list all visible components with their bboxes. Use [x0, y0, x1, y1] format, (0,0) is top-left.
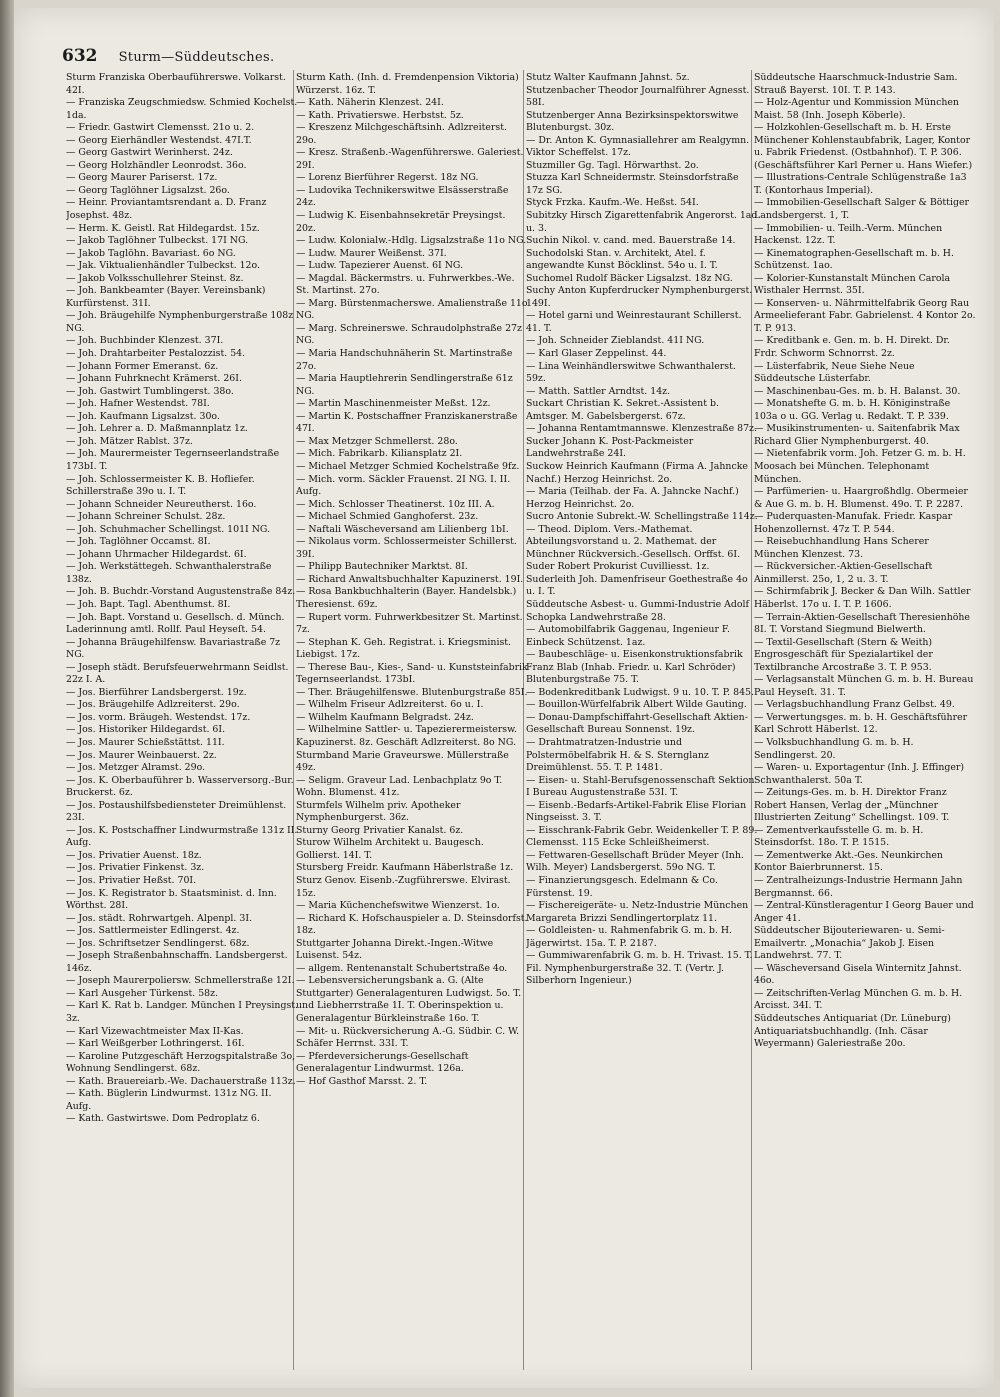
directory-entry: — Friedr. Gastwirt Clemensst. 21o u. 2.	[66, 122, 255, 134]
directory-entry: — Kath. Brauereiarb.-We. Dachauerstraße 113z.	[66, 1075, 296, 1087]
directory-entry: — Joh. Maurermeister Tegernseerlandstraße 173bI. T.	[66, 448, 280, 472]
directory-entry: — Richard Anwaltsbuchhalter Kapuzinerst. 19I.	[296, 573, 524, 585]
directory-entry: — Georg Holzhändler Leonrodst. 36o.	[66, 159, 247, 171]
directory-entry: — Maschinenbau-Ges. m. b. H. Balanst. 30.	[754, 385, 961, 397]
directory-entry: — Jos. K. Oberbauführer b. Wasserversorg.-Bur. Bruckerst. 6z.	[66, 774, 294, 799]
directory-entry: — Schirmfabrik J. Becker & Dan Wilh. Sattler Häberlst. 17o u. I. T. P. 1606.	[754, 586, 971, 610]
directory-entry: — Nietenfabrik vorm. Joh. Fetzer G. m. b. H. Moosach bei München. Telephonamt München.	[754, 448, 966, 485]
directory-entry: — Johanna Bräugehilfensw. Bavariastraße 7z NG.	[66, 636, 281, 661]
directory-entry: — Magdal. Bäckermstrs. u. Fuhrwerkbes.-We. St. Martinst. 27o.	[296, 272, 515, 297]
directory-entry: — Illustrations-Centrale Schlügenstraße 1a3 T. (Kontorhaus Imperial).	[754, 172, 967, 196]
directory-entry: — Joh. Schuhmacher Schellingst. 101I NG.	[66, 523, 271, 535]
directory-entry: — Jos. Privatier Auenst. 18z.	[66, 849, 202, 861]
directory-entry: — Heinr. Proviantamtsrendant a. D. Franz Josephst. 48z.	[66, 197, 267, 222]
directory-entry: Suchodolski Stan. v. Architekt, Atel. f. angewandte Kunst Böcklinst. 54o u. I. T.	[526, 247, 718, 272]
directory-entry: — Karl K. Rat b. Landger. München I Preysingst. 3z.	[66, 1000, 298, 1025]
directory-entry: — Ludw. Tapezierer Auenst. 6I NG.	[296, 260, 464, 272]
column-3	[526, 72, 758, 1372]
directory-entry: — Zentralheizungs-Industrie Hermann Jahn Bergmannst. 66.	[754, 875, 963, 899]
directory-entry: — Seligm. Graveur Lad. Lenbachplatz 9o T. Wohn. Blumenst. 41z.	[296, 774, 503, 799]
directory-entry: — Mich. vorm. Säckler Frauenst. 2I NG. I. II. Aufg.	[296, 473, 511, 498]
directory-entry: Suckart Christian K. Sekret.-Assistent b. Amtsger. M. Gabelsbergerst. 67z.	[526, 398, 719, 422]
directory-entry: — Hof Gasthof Marsst. 2. T.	[296, 1075, 428, 1087]
directory-entry: — Kresz. Straßenb.-Wagenführerswe. Galeriest. 29I.	[296, 147, 524, 171]
directory-entry: — Maria Küchenchefswitwe Wienzerst. 1o.	[296, 900, 500, 912]
directory-entry: — Rupert vorm. Fuhrwerkbesitzer St. Martinst. 7z.	[296, 611, 523, 636]
directory-entry: Suckow Heinrich Kaufmann (Firma A. Jahncke Nachf.) Herzog Heinrichst. 2o.	[526, 460, 748, 485]
directory-entry: Suchin Nikol. v. cand. med. Bauerstraße 14.	[526, 235, 736, 247]
directory-entry: — Max Metzger Schmellerst. 28o.	[296, 435, 458, 447]
directory-entry: — Matth. Sattler Arndtst. 14z.	[526, 385, 671, 397]
directory-entry: — Marg. Schreinerswe. Schraudolphstraße 27z NG.	[296, 322, 522, 347]
directory-entry: Stutz Walter Kaufmann Jahnst. 5z.	[526, 72, 690, 83]
directory-entry: — Zementwerke Akt.-Ges. Neunkirchen Kontor Baierbrunnerst. 15.	[754, 849, 943, 874]
directory-entry: — Baubeschläge- u. Eisenkonstruktionsfabrik Franz Blab (Inhab. Friedr. u. Karl Schröder) Blutenburgstraße 75. T.	[526, 649, 743, 686]
column-4	[754, 72, 976, 1372]
directory-entry: — Hotel garni und Weinrestaurant Schillerst. 41. T.	[526, 310, 742, 334]
directory-entry: — Zementverkaufsstelle G. m. b. H. Steinsdorfst. 18o. T. P. 1515.	[754, 824, 924, 849]
directory-entry: — Jos. Sattlermeister Edlingerst. 4z.	[66, 925, 240, 937]
directory-entry: — Karl Weißgerber Lothringerst. 16I.	[66, 1038, 245, 1050]
directory-entry: — Drahtmatratzen-Industrie und Polstermöbelfabrik H. & S. Sternglanz Dreimühlenst. 55. T. P. 1481.	[526, 736, 709, 774]
directory-entry: — Joh. Lehrer a. D. Maßmannplatz 1z.	[66, 423, 248, 435]
directory-entry: — Fischereigeräte- u. Netz-Industrie München Margareta Brizzi Sendlingertorplatz 11.	[526, 900, 749, 924]
directory-entry: — Jos. Maurer Schießstättst. 11I.	[66, 736, 225, 748]
directory-entry: Sucro Antonie Subrekt.-W. Schellingstraße 114z.	[526, 511, 758, 523]
directory-entry: — Jos. Privatier Heßst. 70I.	[66, 875, 197, 886]
directory-entry: — Franziska Zeugschmiedsw. Schmied Kochelst. 1da.	[66, 97, 298, 121]
directory-entry: — Ther. Bräugehilfenswe. Blutenburgstraße 85I.	[296, 686, 528, 698]
directory-entry: — Martin Maschinenmeister Meßst. 12z.	[296, 398, 491, 410]
directory-entry: — Jos. Schriftsetzer Sendlingerst. 68z.	[66, 937, 250, 949]
directory-entry: — Philipp Bautechniker Marktst. 8I.	[296, 561, 468, 573]
directory-entry: — Wilhelm Friseur Adlzreiterst. 6o u. I.	[296, 699, 484, 711]
directory-entry: Stuttgarter Johanna Direkt.-Ingen.-Witwe Luisenst. 54z.	[296, 937, 494, 962]
directory-entry: — Therese Bau-, Kies-, Sand- u. Kunststeinfabrik Tegernseerlandst. 173bI.	[296, 661, 528, 686]
directory-entry: — Karl Vizewachtmeister Max II-Kas.	[66, 1025, 244, 1037]
directory-entry: — Automobilfabrik Gaggenau, Ingenieur F. Einbeck Schützenst. 1az.	[526, 624, 730, 648]
directory-entry: — Verlagsbuchhandlung Franz Gelbst. 49.	[754, 699, 955, 711]
directory-entry: Sturm Franziska Oberbauführerswe. Volkarst. 42I.	[66, 72, 286, 96]
directory-entry: — Jos. Bierführer Landsbergerst. 19z.	[66, 686, 247, 698]
directory-entry: — Zeitungs-Ges. m. b. H. Direktor Franz Robert Hansen, Verlag der „Münchner Illustrierten Zeitung“ Schellingst. 109. T.	[754, 787, 950, 824]
running-head: Sturm—Süddeutsches.	[118, 50, 275, 65]
directory-entry: — Jakob Volksschullehrer Steinst. 8z.	[66, 272, 244, 284]
directory-entry: Sturm Kath. (Inh. d. Fremdenpension Viktoria) Würzerst. 16z. T.	[296, 72, 519, 96]
directory-entry: — Jos. Historiker Hildegardst. 6I.	[66, 724, 226, 736]
directory-entry: — Terrain-Aktien-Gesellschaft Theresienhöhe 8I. T. Vorstand Siegmund Bielwerth.	[754, 611, 970, 636]
directory-entry: — Verwertungsges. m. b. H. Geschäftsführer Karl Schrott Häberlst. 12.	[754, 711, 968, 736]
directory-entry: — Lina Weinhändlerswitwe Schwanthalerst. 59z.	[526, 360, 736, 385]
directory-entry: Sturz Genov. Eisenb.-Zugführerswe. Elvirast. 15z.	[296, 875, 511, 899]
page-number: 632	[62, 46, 98, 66]
directory-entry: Styck Frzka. Kaufm.-We. Heßst. 54I.	[526, 197, 699, 209]
directory-entry: Stuzmiller Gg. Tagl. Hörwarthst. 2o.	[526, 159, 699, 171]
directory-entry: Sturmfels Wilhelm priv. Apotheker Nymphenburgerst. 36z.	[296, 799, 461, 824]
directory-entry: — Georg Gastwirt Werinherst. 24z.	[66, 147, 233, 159]
directory-entry: — Georg Eierhändler Westendst. 47I.T.	[66, 134, 252, 146]
directory-entry: — Johann Uhrmacher Hildegardst. 6I.	[66, 548, 247, 560]
directory-entry: — Parfümerien- u. Haargroßhdlg. Obermeier & Aue G. m. b. H. Blumenst. 49o. T. P. 2287.	[754, 486, 968, 510]
directory-entry: — Stephan K. Geh. Registrat. i. Kriegsminist. Liebigst. 17z.	[296, 636, 512, 661]
directory-entry: — Johann Fuhrknecht Krämerst. 26I.	[66, 373, 242, 385]
directory-entry: — Holz-Agentur und Kommission München Maist. 58 (Inh. Joseph Köberle).	[754, 97, 959, 121]
directory-entry: — Herm. K. Geistl. Rat Hildegardst. 15z.	[66, 222, 260, 234]
directory-entry: Süddeutsches Antiquariat (Dr. Lüneburg) Antiquariatsbuchhandlg. (Inh. Cäsar Weyermann) Galeriestraße 20o.	[754, 1013, 951, 1050]
directory-entry: — Joseph Maurerpoliersw. Schmellerstraße 12I.	[66, 975, 295, 987]
directory-entry: — Joh. Bapt. Vorstand u. Gesellsch. d. Münch. Laderinnung amtl. Rollf. Paul Heyseſt. 54.	[66, 611, 285, 636]
directory-entry: — Textil-Gesellschaft (Stern & Weith) Engrosgeschäft für Spezialartikel der Textilbranche Arcostraße 3. T. P. 953.	[754, 636, 933, 673]
directory-entry: — Waren- u. Exportagentur (Inh. J. Effinger) Schwanthalerst. 50a T.	[754, 762, 965, 786]
directory-entry: Stursberg Freidr. Kaufmann Häberlstraße 1z.	[296, 862, 514, 874]
column-1	[66, 72, 298, 1372]
directory-entry: — Maria Handschuhnäherin St. Martinstraße 27o.	[296, 348, 513, 372]
directory-entry: — Naftali Wäscheversand am Lilienberg 1bI.	[296, 523, 509, 535]
directory-entry: — Ludw. Maurer Weißenst. 37I.	[296, 247, 447, 259]
directory-entry: — Joh. Schlossermeister K. B. Hofliefer. Schillerstraße 39o u. I. T.	[66, 473, 255, 498]
book-spine-edge	[0, 0, 14, 1397]
directory-entry: — Mit- u. Rückversicherung A.-G. Südbir. C. W. Schäfer Herrnst. 33I. T.	[296, 1025, 520, 1050]
directory-entry: — Fettwaren-Gesellschaft Brüder Meyer (Inh. Wilh. Meyer) Landsbergerst. 59o NG. T.	[526, 849, 744, 874]
directory-entry: — Jos. Postaushilfsbediensteter Dreimühlenst. 23I.	[66, 799, 287, 824]
directory-entry: — Holzkohlen-Gesellschaft m. b. H. Erste Münchener Kohlenstaubfabrik, Lager, Kontor u. Fabrik Friedenst. (Ostbahnhof). T. P. 306. (Geschäftsführer Karl Perner u. Hans Wiefer.)	[754, 122, 973, 171]
directory-entry: Sturow Wilhelm Architekt u. Baugesch. Gollierst. 14I. T.	[296, 837, 484, 861]
directory-entry: — Georg Taglöhner Ligsalzst. 26o.	[66, 184, 230, 196]
directory-entry: Stutzenberger Anna Bezirksinspektorswitwe Blutenburgst. 30z.	[526, 109, 739, 134]
directory-entry: — Joh. Hafner Westendst. 78I.	[66, 398, 210, 410]
directory-entry: — Kinematographen-Gesellschaft m. b. H. Schützenst. 1ao.	[754, 247, 954, 272]
directory-entry: — Pferdeversicherungs-Gesellschaft Generalagentur Lindwurmst. 126a.	[296, 1050, 469, 1075]
directory-entry: — Maria (Teilhab. der Fa. A. Jahncke Nachf.) Herzog Heinrichst. 2o.	[526, 486, 739, 510]
directory-entry: — Kolorier-Kunstanstalt München Carola Wisthaler Herrnst. 35I.	[754, 272, 951, 297]
directory-entry: — Johann Schneider Neureutherst. 16o.	[66, 498, 257, 510]
directory-entry: — Goldleisten- u. Rahmenfabrik G. m. b. H. Jägerwirtst. 15a. T. P. 2187.	[526, 925, 733, 949]
directory-entry: — Joh. Bankbeamter (Bayer. Vereinsbank) Kurfürstenst. 31I.	[66, 285, 266, 309]
directory-entry: — Joh. Bapt. Tagl. Abenthumst. 8I.	[66, 598, 231, 610]
directory-entry: — Bouillon-Würfelfabrik Albert Wilde Gauting.	[526, 699, 747, 711]
directory-entry: — Ludovika Technikerswitwe Elsässerstraße 24z.	[296, 184, 509, 209]
directory-entry: — allgem. Rentenanstalt Schubertstraße 4o.	[296, 962, 508, 974]
directory-entry: — Konserven- u. Nährmittelfabrik Georg Rau Armeelieferant Fabr. Gabrielenst. 4 Kontor 2o. T. P. 913.	[754, 297, 976, 334]
directory-entry: — Karl Glaser Zeppelinst. 44.	[526, 348, 667, 360]
directory-entry: — Reisebuchhandlung Hans Scherer München Klenzest. 73.	[754, 536, 929, 560]
directory-entry: — Kath. Privatierswe. Herbstst. 5z.	[296, 109, 464, 121]
directory-entry: Sturmband Marie Graveurswe. Müllerstraße 49z.	[296, 749, 509, 774]
directory-entry: — Finanzierungsgesch. Edelmann & Co. Fürstenst. 19.	[526, 875, 718, 899]
directory-entry: — Nikolaus vorm. Schlossermeister Schillerst. 39I.	[296, 536, 517, 560]
directory-entry: Süddeutsche Asbest- u. Gummi-Industrie Adolf Schopka Landwehrstraße 28.	[526, 598, 750, 623]
directory-entry: Sucker Johann K. Post-Packmeister Landwehrstraße 24I.	[526, 435, 694, 460]
directory-entry: — Zentral-Künstleragentur I Georg Bauer und Anger 41.	[754, 900, 974, 924]
directory-entry: — Martin K. Postschaffner Franziskanerstraße 47I.	[296, 410, 518, 435]
directory-entry: — Kath. Büglerin Lindwurmst. 131z NG. II. Aufg.	[66, 1088, 272, 1112]
directory-entry: — Verlagsanstalt München G. m. b. H. Bureau Paul Heyseſt. 31. T.	[754, 674, 974, 698]
directory-entry: — Kath. Näherin Klenzest. 24I.	[296, 97, 444, 109]
directory-entry: — Ludw. Kolonialw.-Hdlg. Ligsalzstraße 11o NG.	[296, 235, 527, 247]
directory-entry: — Karoline Putzgeschäft Herzogspitalstraße 3o, Wohnung Sendlingerst. 68z.	[66, 1050, 296, 1075]
directory-entry: — Karl Ausgeher Türkenst. 58z.	[66, 987, 219, 999]
column-2	[296, 72, 528, 1372]
directory-entry: Suder Robert Prokurist Cuvilliesst. 1z.	[526, 561, 710, 573]
directory-entry: — Kath. Gastwirtswe. Dom Pedroplatz 6.	[66, 1113, 260, 1125]
directory-entry: — Jak. Viktualienhändler Tulbeckst. 12o.	[66, 260, 260, 272]
directory-entry: — Richard K. Hofschauspieler a. D. Steinsdorfst. 18z.	[296, 912, 528, 937]
directory-entry: — Eisschrank-Fabrik Gebr. Weidenkeller T. P. 89. Clemensst. 115 Ecke Schleißheimerst.	[526, 824, 758, 849]
directory-entry: — Joh. Bräugehilfe Nymphenburgerstraße 108z NG.	[66, 310, 294, 334]
directory-entry: Süddeutscher Bijouteriewaren- u. Semi-Emailvertr. „Monachia“ Jakob J. Eisen Landwehrst. 77. T.	[754, 925, 945, 962]
directory-entry: — Jakob Taglöhner Tulbeckst. 17I NG.	[66, 235, 249, 247]
directory-entry: — Monatshefte G. m. b. H. Königinstraße 103a o u. GG. Verlag u. Redakt. T. P. 339.	[754, 398, 951, 422]
directory-entry: — Musikinstrumenten- u. Saitenfabrik Max Richard Glier Nymphenburgerst. 40.	[754, 423, 960, 447]
directory-entry: — Jos. Maurer Weinbauerst. 2z.	[66, 749, 217, 761]
directory-entry: — Joh. Gastwirt Tumblingerst. 38o.	[66, 385, 234, 397]
directory-entry: Süddeutsche Haarschmuck-Industrie Sam. Strauß Bayerst. 10I. T. P. 143.	[754, 72, 958, 96]
directory-entry: Stuzza Karl Schneidermstr. Steinsdorfstraße 17z SG.	[526, 172, 739, 196]
directory-entry: — Jos. vorm. Bräugeh. Westendst. 17z.	[66, 711, 251, 723]
directory-entry: — Eisen- u. Stahl-Berufsgenossenschaft Sektion I Bureau Augustenstraße 53I. T.	[526, 774, 755, 799]
directory-entry: — Joh. Drahtarbeiter Pestalozzist. 54.	[66, 348, 246, 360]
directory-entry: — Joh. Schneider Zieblandst. 41I NG.	[526, 335, 705, 347]
directory-entry: — Georg Maurer Pariserst. 17z.	[66, 172, 218, 184]
directory-entry: — Gummiwarenfabrik G. m. b. H. Trivast. 15. T. Fil. Nymphenburgerstraße 32. T. (Vertr. J. Silberhorn Ingenieur.)	[526, 950, 753, 987]
directory-entry: — Rückversicher.-Aktien-Gesellschaft Ainmillerst. 25o, 1, 2 u. 3. T.	[754, 561, 933, 585]
directory-entry: — Kreszenz Milchgeschäftsinh. Adlzreiterst. 29o.	[296, 122, 507, 146]
directory-entry: Suchy Anton Kupferdrucker Nymphenburgerst. 149I.	[526, 285, 753, 309]
directory-entry: — Jos. Privatier Finkenst. 3z.	[66, 862, 205, 874]
directory-entry: — Michael Metzger Schmied Kochelstraße 9fz.	[296, 460, 520, 472]
directory-entry: Suchomel Rudolf Bäcker Ligsalzst. 18z NG.	[526, 272, 733, 284]
directory-entry: — Joh. Werkstättegeh. Schwanthalerstraße 138z.	[66, 561, 272, 585]
directory-entry: — Jos. K. Registrator b. Staatsminist. d. Inn. Wörthst. 28I.	[66, 887, 277, 912]
directory-entry: — Wilhelm Kaufmann Belgradst. 24z.	[296, 711, 474, 723]
directory-entry: — Joh. Mätzer Rablst. 37z.	[66, 435, 193, 447]
directory-entry: — Johann Former Emeranst. 6z.	[66, 360, 219, 372]
directory-entry: — Mich. Schlosser Theatinerst. 10z III. A.	[296, 498, 495, 510]
directory-entry: — Puderquasten-Manufak. Friedr. Kaspar Hohenzollernst. 47z T. P. 544.	[754, 511, 953, 535]
directory-entry: — Kreditbank e. Gen. m. b. H. Direkt. Dr. Frdr. Schworm Schnorrst. 2z.	[754, 335, 950, 360]
directory-entry: Suderleith Joh. Damenfriseur Goethestraße 4o u. I. T.	[526, 573, 748, 598]
directory-entry: — Jos. Bräugehilfe Adlzreiterst. 29o.	[66, 699, 240, 711]
directory-entry: — Marg. Bürstenmacherswe. Amalienstraße 11o NG.	[296, 297, 528, 322]
directory-entry: — Michael Schmied Ganghoferst. 23z.	[296, 511, 479, 523]
directory-entry: — Wäscheversand Gisela Winternitz Jahnst. 46o.	[754, 962, 962, 987]
directory-entry: — Wilhelmine Sattler- u. Tapezierermeistersw. Kapuzinerst. 8z. Geschäft Adlzreiterst. 8o NG.	[296, 724, 517, 748]
directory-entry: — Joseph Straßenbahnschaffn. Landsbergerst. 146z.	[66, 950, 288, 974]
page-header	[62, 46, 274, 66]
directory-entry: — Donau-Dampfschiffahrt-Gesellschaft Aktien-Gesellschaft Bureau Sonnenst. 19z.	[526, 711, 748, 736]
directory-entry: — Zeitschriften-Verlag München G. m. b. H. Arcisst. 34I. T.	[754, 987, 963, 1012]
directory-entry: Stutzenbacher Theodor Journalführer Agnesst. 58I.	[526, 84, 750, 109]
directory-entry: — Joh. Kaufmann Ligsalzst. 30o.	[66, 410, 220, 422]
directory-entry: — Maria Hauptlehrerin Sendlingerstraße 61z NG.	[296, 373, 513, 397]
directory-entry: Subitzky Hirsch Zigarettenfabrik Angerorst. 1ao u. 3.	[526, 210, 758, 234]
directory-entry: Sturny Georg Privatier Kanalst. 6z.	[296, 824, 464, 836]
directory-entry: — Jos. städt. Rohrwartgeh. Alpenpl. 3I.	[66, 912, 253, 924]
directory-entry: — Lebensversicherungsbank a. G. (Alte Stuttgarter) Generalagenturen Ludwigst. 5o. T. und Liebherrstraße 1I. T. Oberinspektion u. Generalagentur Bürkleinstraße 16o. T.	[296, 975, 522, 1025]
directory-entry: — Rosa Bankbuchhalterin (Bayer. Handelsbk.) Theresienst. 69z.	[296, 586, 517, 610]
directory-entry: — Johann Schreiner Schulst. 28z.	[66, 511, 226, 523]
directory-entry: — Lüsterfabrik, Neue Siehe Neue Süddeutsche Lüsterfabr.	[754, 360, 915, 385]
directory-entry: — Immobilien-Gesellschaft Salger & Böttiger Landsbergerst. 1, T.	[754, 197, 969, 222]
directory-entry: — Immobilien- u. Teilh.-Verm. München Hackenst. 12z. T.	[754, 222, 943, 247]
directory-entry: — Joseph städt. Berufsfeuerwehrmann Seidlst. 22z I. A.	[66, 661, 289, 686]
directory-entry: — Jakob Taglöhn. Bavariast. 6o NG.	[66, 247, 236, 259]
directory-entry: — Jos. K. Postschaffner Lindwurmstraße 131z II. Aufg.	[66, 824, 298, 849]
directory-entry: — Jos. Metzger Alramst. 29o.	[66, 762, 206, 774]
directory-entry: — Joh. Buchbinder Klenzest. 37I.	[66, 335, 224, 347]
directory-entry: — Ludwig K. Eisenbahnsekretär Preysingst. 20z.	[296, 210, 506, 234]
directory-entry: — Bodenkreditbank Ludwigst. 9 u. 10. T. P. 845.	[526, 686, 754, 698]
directory-entry: — Johanna Rentamtmannswe. Klenzestraße 87z.	[526, 423, 757, 435]
directory-entry: — Theod. Diplom. Vers.-Mathemat. Abteilungsvorstand u. 2. Mathemat. der Münchner Rückversich.-Gesellsch. Orffst. 6I.	[526, 523, 741, 560]
directory-entry: — Volksbuchhandlung G. m. b. H. Sendlingerst. 20.	[754, 736, 914, 761]
directory-entry: — Joh. B. Buchdr.-Vorstand Augustenstraße 84z.	[66, 586, 296, 598]
directory-entry: — Dr. Anton K. Gymnasiallehrer am Realgymn. Viktor Scheffelst. 17z.	[526, 134, 750, 159]
directory-entry: — Joh. Taglöhner Occamst. 8I.	[66, 536, 211, 548]
directory-entry: — Lorenz Bierführer Regerst. 18z NG.	[296, 172, 479, 184]
directory-entry: — Mich. Fabrikarb. Kiliansplatz 2I.	[296, 448, 463, 460]
directory-entry: — Eisenb.-Bedarfs-Artikel-Fabrik Elise Florian Ningseisst. 3. T.	[526, 799, 747, 824]
